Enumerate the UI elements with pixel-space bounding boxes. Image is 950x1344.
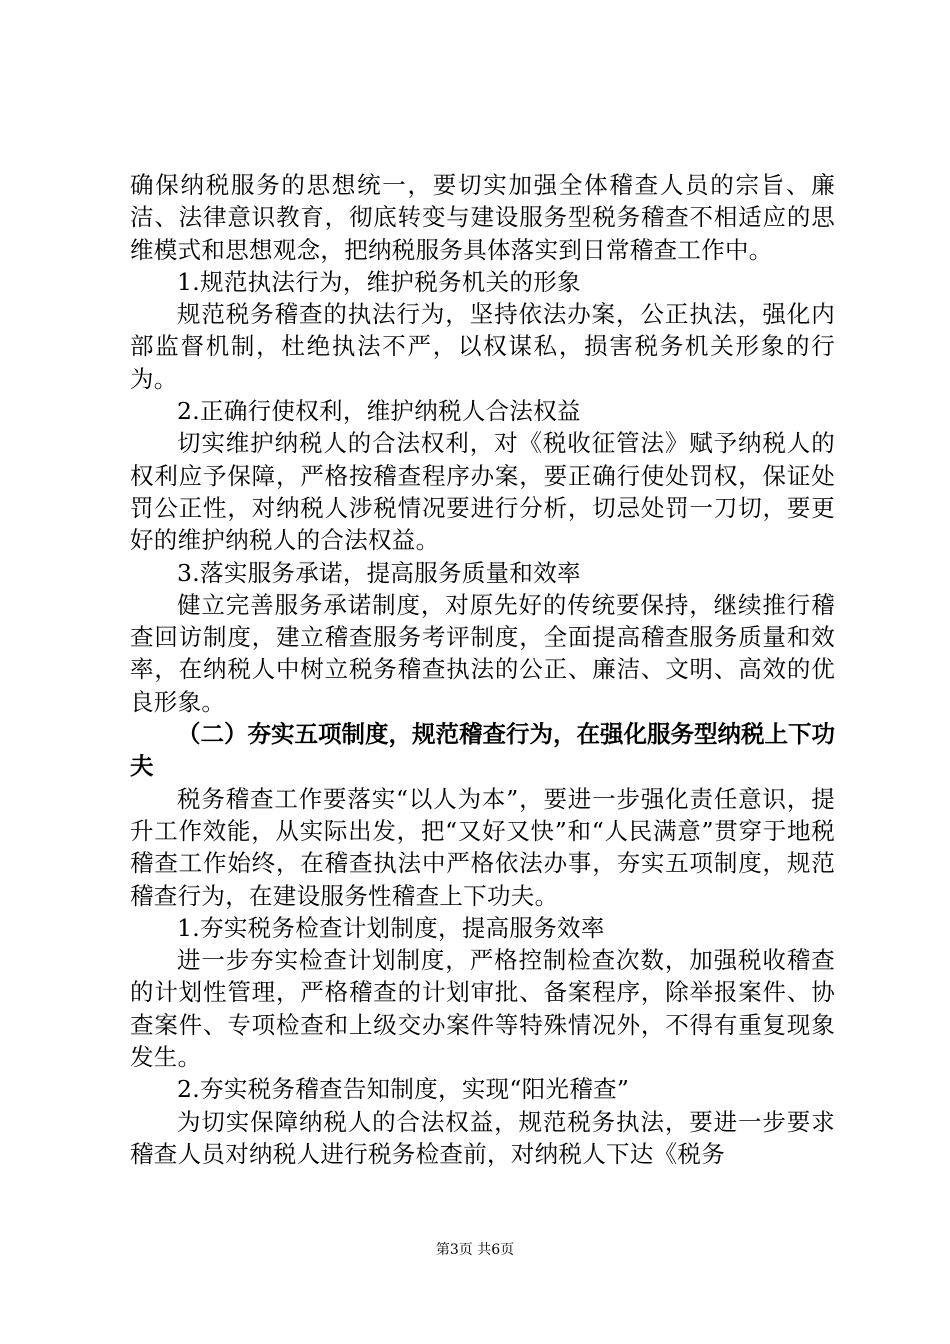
paragraph-3: 切实维护纳税人的合法权利，对《税收征管法》赋予纳税人的权利应予保障，严格按稽查程序办案，要正确行使处罚权，保证处罚公正性，对纳税人涉税情况要进行分析，切忌处罚一刀切，要更好的维护纳税人的合法权益。 — [130, 429, 835, 555]
subheading-2: 2.正确行使权利，维护纳税人合法权益 — [177, 397, 581, 426]
document-body — [130, 169, 835, 1170]
section-heading: （二）夯实五项制度，规范稽查行为，在强化服务型纳税上下功夫 — [130, 720, 835, 781]
subheading-4: 1.夯实税务检查计划制度，提高服务效率 — [177, 913, 605, 942]
paragraph-1: 确保纳税服务的思想统一，要切实加强全体稽查人员的宗旨、廉洁、法律意识教育，彻底转变与建设服务型税务稽查不相适应的思维模式和思想观念，把纳税服务具体落实到日常稽查工作中。 — [130, 171, 835, 264]
paragraph-4: 健立完善服务承诺制度，对原先好的传统要保持，继续推行稽查回访制度，建立稽查服务考评制度，全面提高稽查服务质量和效率，在纳税人中树立税务稽查执法的公正、廉洁、文明、高效的优良形象。 — [130, 590, 835, 716]
page-number-footer: 第3页 共6页 — [435, 1242, 515, 1258]
subheading-3: 3.落实服务承诺，提高服务质量和效率 — [177, 558, 581, 587]
subheading-1: 1.规范执法行为，维护税务机关的形象 — [177, 267, 581, 296]
paragraph-7: 为切实保障纳税人的合法权益，规范税务执法，要进一步要求稽查人员对纳税人进行税务检查前，对纳税人下达《税务 — [130, 1107, 835, 1168]
paragraph-5: 税务稽查工作要落实“以人为本”，要进一步强化责任意识，提升工作效能，从实际出发，把“又好又快”和“人民满意”贯穿于地税稽查工作始终，在稽查执法中严格依法办事，夯实五项制度，规范稽查行为，在建设服务性稽查上下功夫。 — [130, 784, 835, 910]
paragraph-6: 进一步夯实检查计划制度，严格控制检查次数，加强税收稽查的计划性管理，严格稽查的计划审批、备案程序，除举报案件、协查案件、专项检查和上级交办案件等特殊情况外，不得有重复现象发生。 — [130, 946, 835, 1072]
subheading-5: 2.夯实税务稽查告知制度，实现“阳光稽查” — [177, 1075, 630, 1104]
paragraph-2: 规范税务稽查的执法行为，坚持依法办案，公正执法，强化内部监督机制，杜绝执法不严，以权谋私，损害税务机关形象的行为。 — [130, 300, 835, 393]
